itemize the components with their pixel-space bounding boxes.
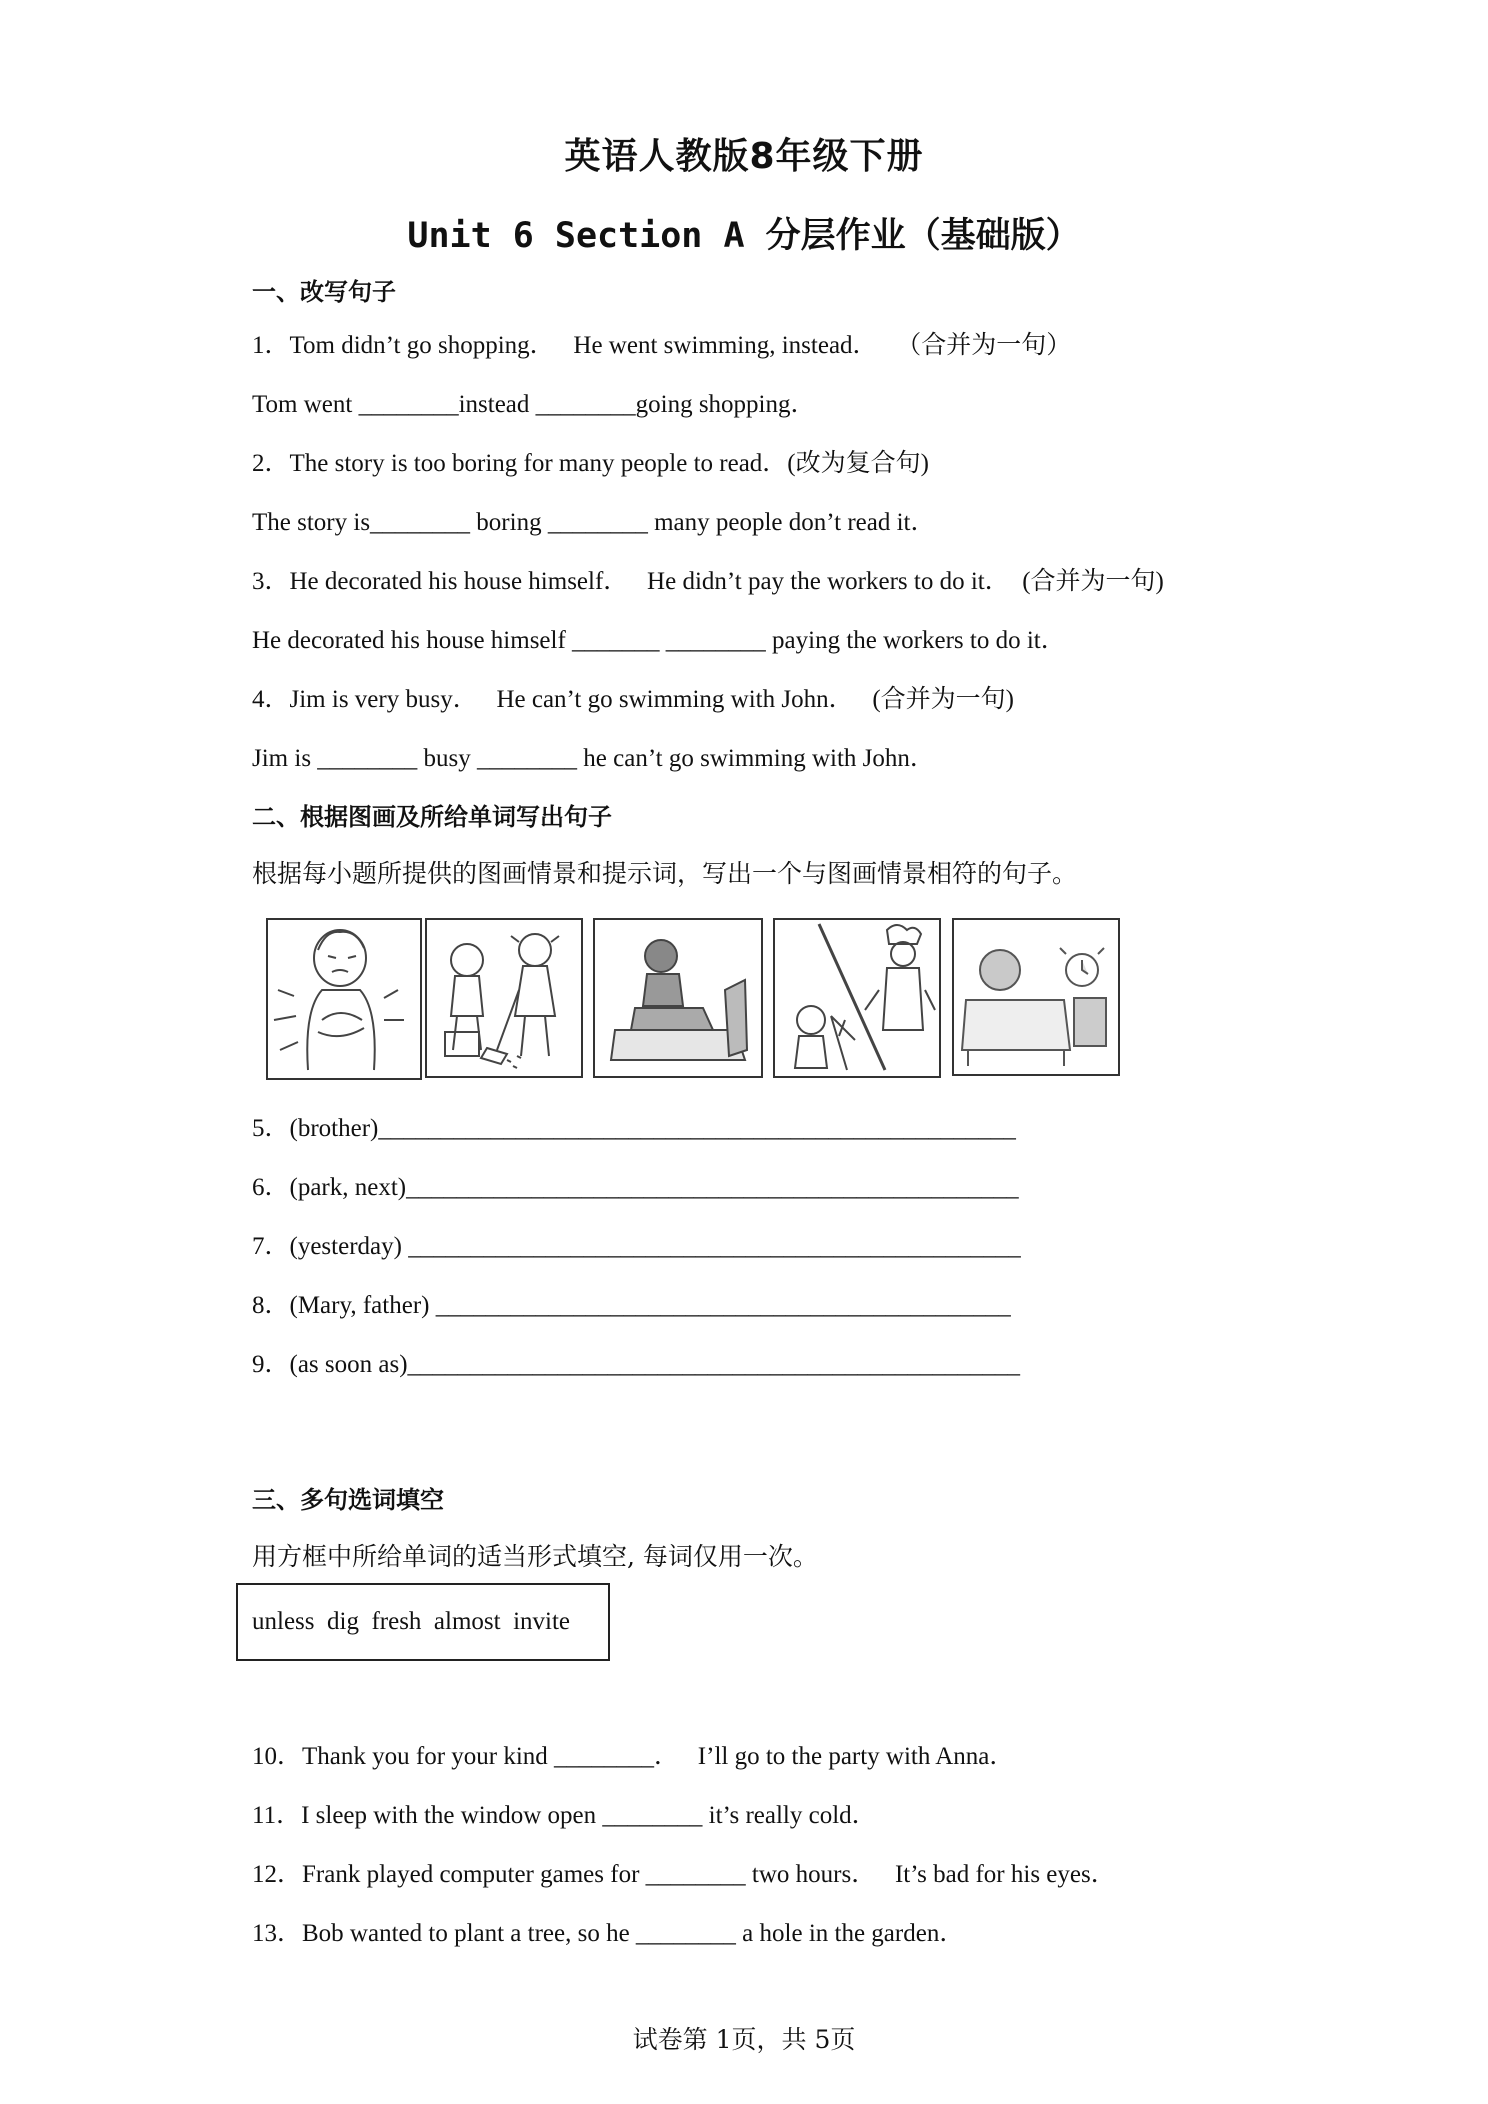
question-9: 9．(as soon as)_________________________________________________ (252, 1351, 1021, 1378)
section-3-heading: 三、多句选词填空 (252, 1486, 444, 1514)
section-2-heading: 二、根据图画及所给单词写出句子 (252, 803, 612, 831)
children-sweeping-icon (425, 918, 583, 1078)
question-8: 8．(Mary, father) ______________________________________________ (252, 1292, 1011, 1319)
stomachache-icon (266, 918, 422, 1080)
document-subtitle: Unit 6 Section A 分层作业（基础版） (407, 216, 1081, 256)
question-1: 1．Tom didn’t go shopping． He went swimming, instead． （合并为一句） (252, 332, 1072, 359)
question-2: 2．The story is too boring for many people to read．(改为复合句) (252, 450, 929, 477)
page-footer: 试卷第 1页，共 5页 (632, 2025, 856, 2054)
picture-strip (0, 912, 1488, 1082)
question-1-answer-line: Tom went ________instead ________going shopping． (252, 391, 816, 418)
crying-child-alarm-clock-icon (952, 918, 1120, 1076)
section-2-instruction: 根据每小题所提供的图画情景和提示词，写出一个与图画情景相符的句子。 (252, 859, 1078, 888)
word-box (236, 1583, 610, 1661)
section-1-heading: 一、改写句子 (252, 278, 396, 306)
girl-painting-with-chef-icon (773, 918, 941, 1078)
girl-packing-bag-icon (593, 918, 763, 1078)
question-7: 7．(yesterday) _________________________________________________ (252, 1233, 1021, 1260)
question-13: 13．Bob wanted to plant a tree, so he ________ a hole in the garden． (252, 1920, 965, 1947)
section-3-instruction: 用方框中所给单词的适当形式填空, 每词仅用一次。 (252, 1542, 818, 1571)
question-2-answer-line: The story is________ boring ________ many people don’t read it． (252, 509, 936, 536)
question-11: 11．I sleep with the window open ________ it’s really cold． (252, 1802, 877, 1829)
question-10: 10．Thank you for your kind ________． I’ll go to the party with Anna． (252, 1743, 1015, 1770)
question-3: 3．He decorated his house himself． He didn’t pay the workers to do it． (合并为一句) (252, 568, 1164, 595)
question-12: 12．Frank played computer games for ________ two hours． It’s bad for his eyes． (252, 1861, 1116, 1888)
question-6: 6．(park, next)_________________________________________________ (252, 1174, 1019, 1201)
document-title: 英语人教版8年级下册 (564, 136, 924, 177)
question-3-answer-line: He decorated his house himself _______ ________ paying the workers to do it． (252, 627, 1066, 654)
question-5: 5．(brother)___________________________________________________ (252, 1115, 1016, 1142)
question-4-answer-line: Jim is ________ busy ________ he can’t go swimming with John． (252, 745, 935, 772)
question-4: 4．Jim is very busy． He can’t go swimming with John． (合并为一句) (252, 686, 1015, 713)
word-box-text: unless dig fresh almost invite (252, 1608, 571, 1635)
